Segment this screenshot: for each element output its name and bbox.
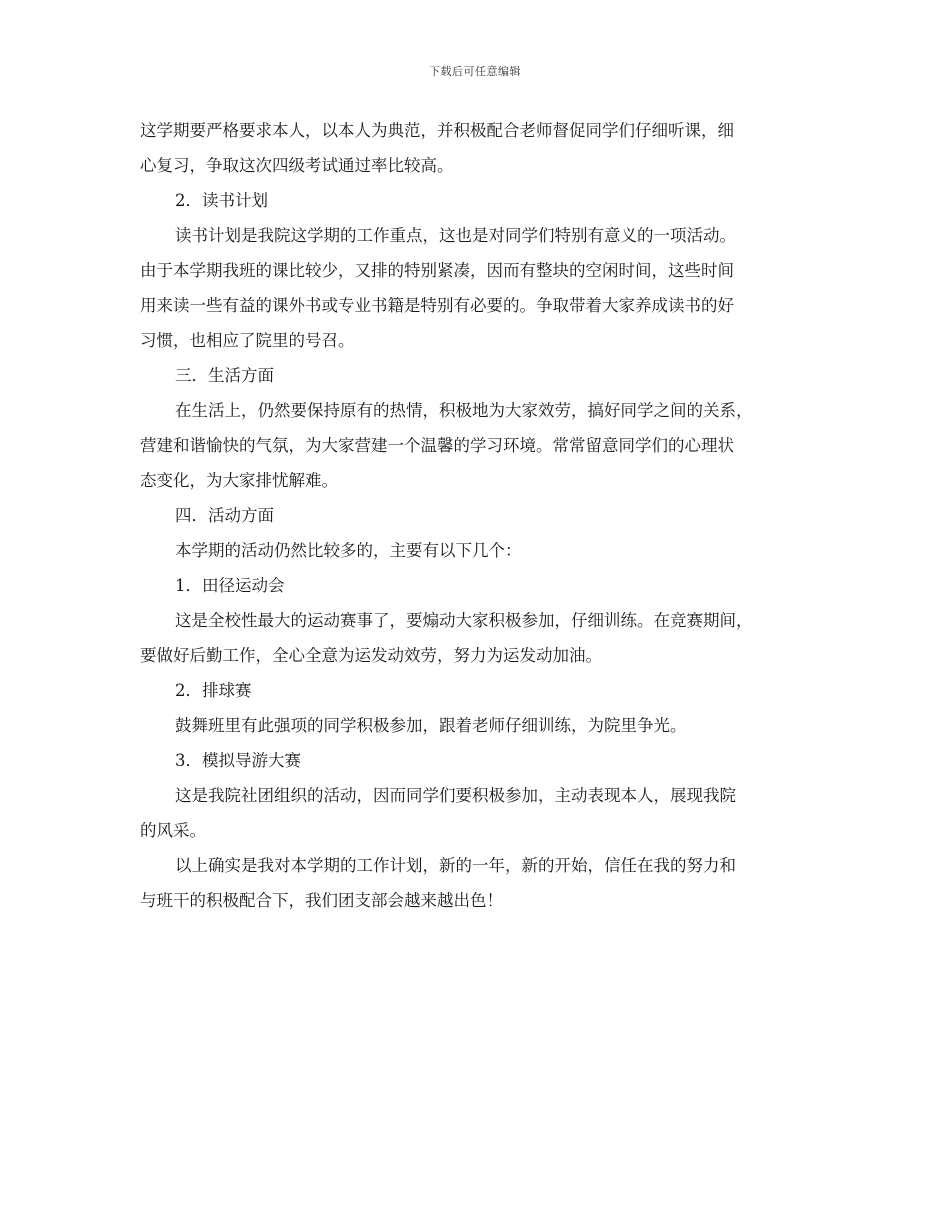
text-line: 营建和谐愉快的气氛，为大家营建一个温馨的学习环境。常常留意同学们的心理状 — [140, 436, 734, 455]
text-line: 本学期的活动仍然比较多的，主要有以下几个： — [175, 541, 522, 560]
text-line: 这是我院社团组织的活动，因而同学们要积极参加，主动表现本人，展现我院 — [175, 786, 736, 805]
text-line: 态变化，为大家排忧解难。 — [140, 471, 338, 490]
text-line: 的风采。 — [140, 821, 206, 840]
text-line: 这是全校性最大的运动赛事了，要煽动大家积极参加，仔细训练。在竞赛期间， — [175, 611, 753, 630]
text-line: 习惯，也相应了院里的号召。 — [140, 331, 355, 350]
section-heading: 2．排球赛 — [175, 681, 252, 700]
text-line: 心复习，争取这次四级考试通过率比较高。 — [140, 156, 454, 175]
text-line: 要做好后勤工作，全心全意为运发动效劳，努力为运发动加油。 — [140, 646, 602, 665]
text-line: 由于本学期我班的课比较少，又排的特别紧凑，因而有整块的空闲时间，这些时间 — [140, 261, 734, 280]
document-body — [140, 113, 820, 918]
text-line: 在生活上，仍然要保持原有的热情，积极地为大家效劳，搞好同学之间的关系， — [175, 401, 753, 420]
text-line: 读书计划是我院这学期的工作重点，这也是对同学们特别有意义的一项活动。 — [175, 226, 736, 245]
section-heading: 四．活动方面 — [175, 506, 274, 525]
text-line: 以上确实是我对本学期的工作计划，新的一年，新的开始，信任在我的努力和 — [175, 856, 736, 875]
section-heading: 2．读书计划 — [175, 191, 268, 210]
section-heading: 3．模拟导游大赛 — [175, 751, 301, 770]
text-line: 用来读一些有益的课外书或专业书籍是特别有必要的。争取带着大家养成读书的好 — [140, 296, 734, 315]
section-heading: 1．田径运动会 — [175, 576, 285, 595]
text-line: 鼓舞班里有此强项的同学积极参加，跟着老师仔细训练，为院里争光。 — [175, 716, 687, 735]
text-line: 与班干的积极配合下，我们团支部会越来越出色！ — [140, 891, 503, 910]
header-note: 下载后可任意编辑 — [429, 65, 521, 78]
text-line: 这学期要严格要求本人，以本人为典范，并积极配合老师督促同学们仔细听课，细 — [140, 121, 734, 140]
section-heading: 三．生活方面 — [175, 366, 274, 385]
